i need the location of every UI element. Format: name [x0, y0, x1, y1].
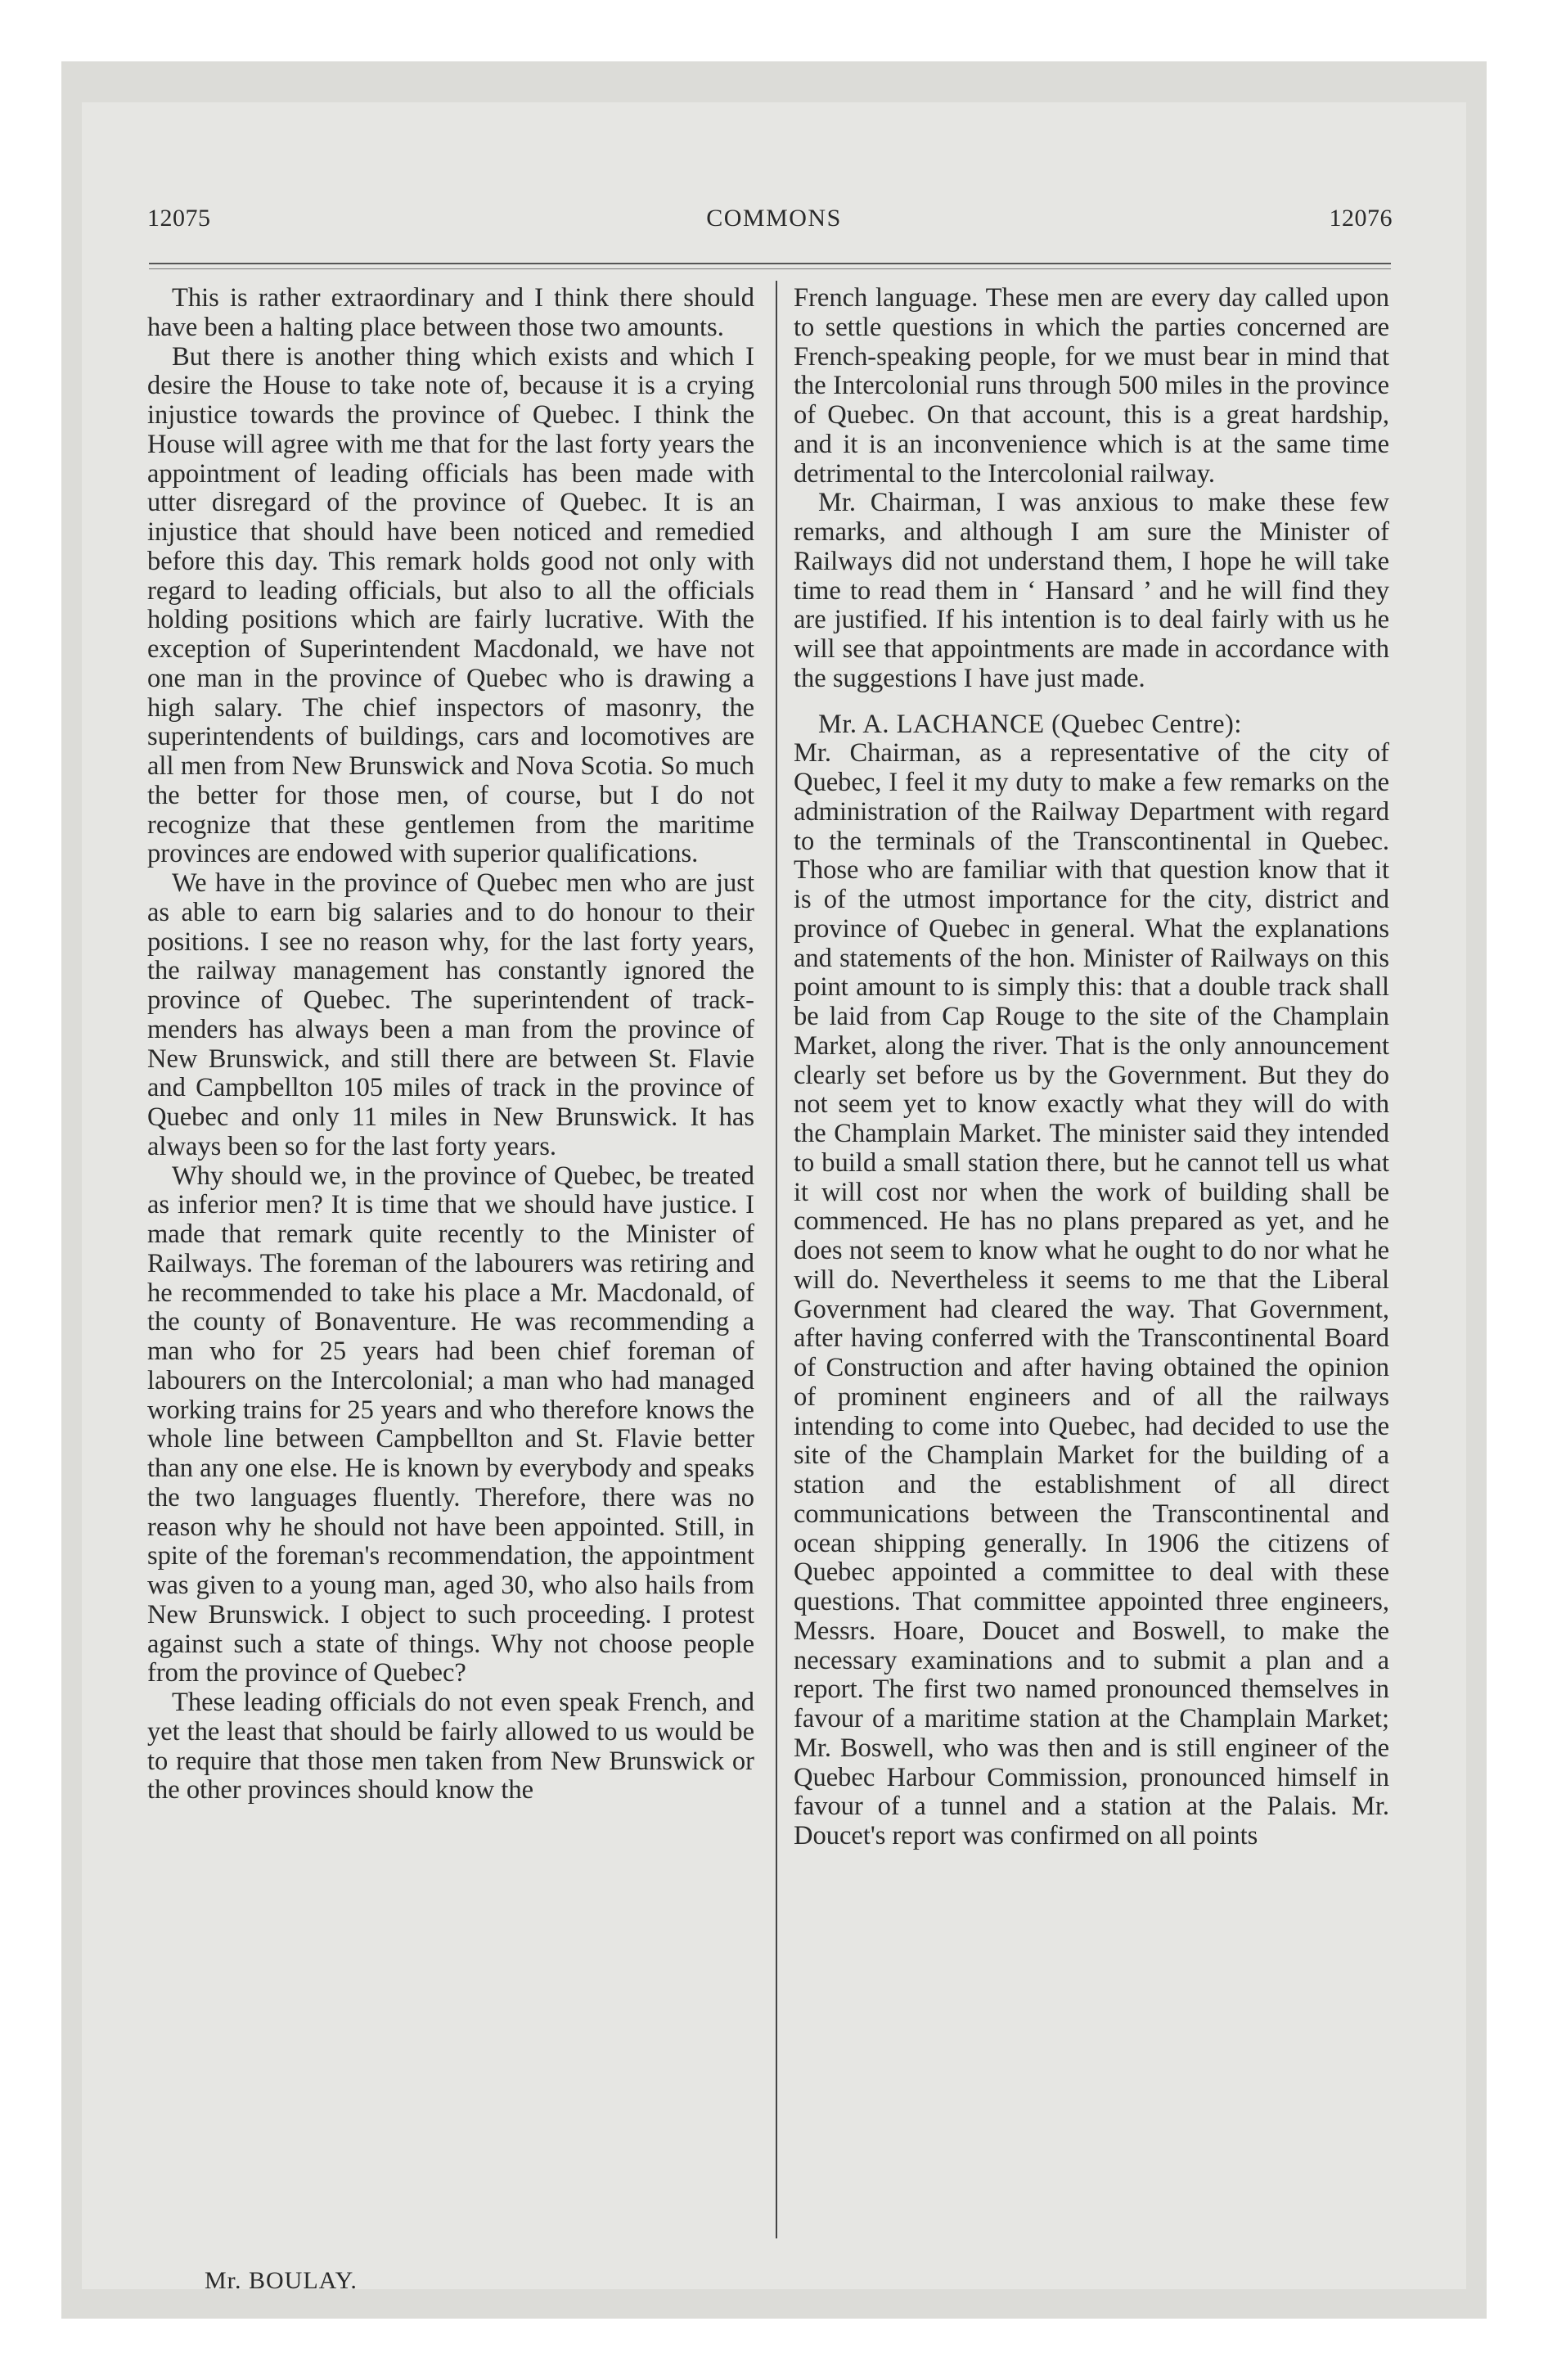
page-signature: Mr. BOULAY.	[205, 2267, 358, 2294]
paragraph: Mr. Chairman, I was anxious to make these few remarks, and although I am sure the Minister of Railways did not understand them, I hope he will take time to read them in ‘ Hansard ’ and he will find they are justified. If his intention is to deal fairly with us he will see that appointments are made in accordance with the suggestions I have just made.	[794, 488, 1389, 693]
page-number-left: 12075	[147, 205, 211, 232]
paragraph: Why should we, in the province of Quebec, be treated as inferior men? It is time that we should have justice. I made that remark quite recently to the Minister of Railways. The foreman of the labourers was retiring and he recommended to take his place a Mr. Macdonald, of the county of Bonaventure. He was recommending a man who for 25 years had been chief foreman of labourers on the Intercolonial; a man who had managed working trains for 25 years and who therefore knows the whole line between Campbellton and St. Flavie better than any one else. He is known by everybody and speaks the two languages fluently. Therefore, there was no reason why he should not have been appointed. Still, in spite of the foreman's recommendation, the appointment was given to a young man, aged 30, who also hails from New Brunswick. I object to such proceeding. I protest against such a state of things. Why not choose people from the province of Quebec?	[147, 1161, 754, 1688]
paragraph: French language. These men are every day called upon to settle questions in which the parties concerned are French-speaking people, for we must bear in mind that the Intercolonial runs through 500 miles in the province of Quebec. On that account, this is a great hardship, and it is an inconvenience which is at the same time detrimental to the Intercolonial railway.	[794, 283, 1389, 489]
document-page	[82, 102, 1466, 2294]
speaker-name: Mr. A. LACHANCE (Quebec Centre):	[818, 709, 1242, 739]
paragraph: This is rather extraordinary and I think there should have been a halting place between those two amounts.	[147, 283, 754, 342]
paragraph: But there is another thing which exists and which I desire the House to take note of, because it is a crying injustice towards the province of Quebec. I think the House will agree with me that for the last forty years the appointment of leading officials has been made with utter disregard of the province of Quebec. It is an injustice that should have been noticed and remedied before this day. This remark holds good not only with regard to leading officials, but also to all the officials holding positions which are fairly lucrative. With the exception of Superintendent Macdonald, we have not one man in the province of Quebec who is drawing a high salary. The chief inspectors of masonry, the superintendents of buildings, cars and locomotives are all men from New Brunswick and Nova Scotia. So much the better for those men, of course, but I do not recognize that these gentlemen from the maritime provinces are endowed with superior qualifications.	[147, 341, 754, 869]
left-column	[147, 284, 754, 1805]
speech-block	[794, 710, 1389, 1851]
paragraph: We have in the province of Quebec men who are just as able to earn big salaries and to do honour to their positions. I see no reason why, for the last forty years, the railway management has constantly ignored the province of Quebec. The superintendent of track-menders has always been a man from the province of New Brunswick, and still there are between St. Flavie and Campbellton 105 miles of track in the province of Quebec and only 11 miles in New Brunswick. It has always been so for the last forty years.	[147, 868, 754, 1161]
scan-background	[61, 61, 1487, 2319]
paragraph: Mr. Chairman, as a representative of the city of Quebec, I feel it my duty to make a few remarks on the administration of the Railway Department with regard to the terminals of the Transcontinental in Quebec. Those who are familiar with that question know that it is of the utmost importance for the city, district and province of Quebec in general. What the explanations and statements of the hon. Minister of Railways on this point amount to is simply this: that a double track shall be laid from Cap Rouge to the site of the Champlain Market, along the river. That is the only announcement clearly set before us by the Government. But they do not seem yet to know exactly what they will do with the Champlain Market. The minister said they intended to build a small station there, but he cannot tell us what it will cost nor when the work of building shall be commenced. He has no plans prepared as yet, and he does not seem to know what he ought to do nor what he will do. Nevertheless it seems to me that the Liberal Government had cleared the way. That Government, after having conferred with the Transcontinental Board of Construction and after having obtained the opinion of prominent engineers and of all the railways intending to come into Quebec, had decided to use the site of the Champlain Market for the building of a station and the establishment of all direct communications between the Transcontinental and ocean shipping generally. In 1906 the citizens of Quebec appointed a committee to deal with these questions. That committee appointed three engineers, Messrs. Hoare, Doucet and Boswell, to make the necessary examinations and to submit a plan and a report. The first two named pronounced themselves in favour of a maritime station at the Champlain Market; Mr. Boswell, who was then and is still engineer of the Quebec Harbour Commission, pronounced himself in favour of a tunnel and a station at the Palais. Mr. Doucet's report was confirmed on all points	[794, 738, 1389, 1850]
column-divider	[776, 281, 777, 2238]
page-number-right: 12076	[1329, 205, 1393, 232]
paragraph: These leading officials do not even speak French, and yet the least that should be fairly allowed to us would be to require that those men taken from New Brunswick or the other provinces should know the	[147, 1688, 754, 1805]
right-column	[794, 284, 1389, 1851]
header-rule	[149, 263, 1391, 264]
running-head: COMMONS	[706, 205, 842, 232]
header-rule-thin	[149, 268, 1391, 269]
